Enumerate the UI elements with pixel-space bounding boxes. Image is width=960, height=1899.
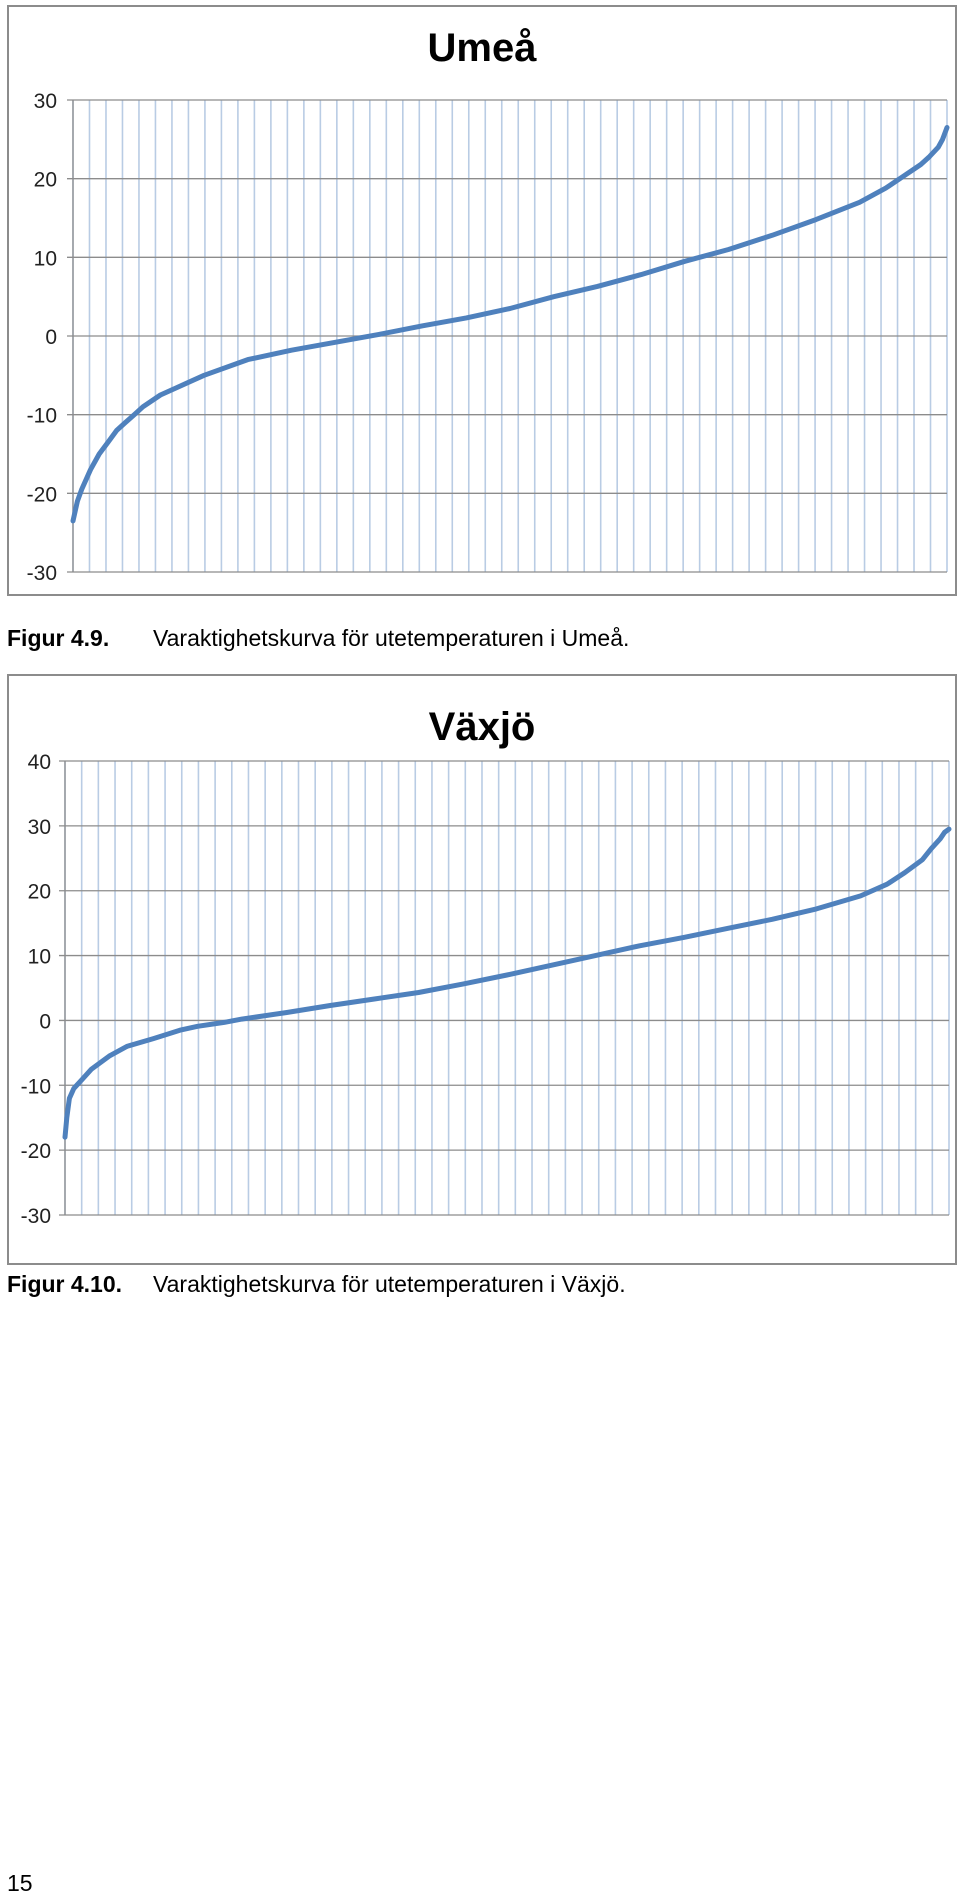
vaxjo-chart-plot [9, 676, 955, 1263]
series-line [65, 829, 949, 1137]
chart-title: Växjö [428, 705, 536, 749]
y-tick-label: 10 [33, 247, 57, 271]
figure-caption-text: Varaktighetskurva för utetemperaturen i Umeå. [153, 625, 630, 651]
figure-caption-4-9 [7, 624, 630, 652]
y-tick-label: -10 [26, 404, 57, 428]
figure-number: Figur 4.9. [7, 625, 110, 651]
vertical-gridlines [65, 761, 949, 1215]
y-tick-label: -10 [20, 1075, 51, 1099]
chart-title: Umeå [427, 26, 537, 70]
y-tick-label: -30 [26, 562, 57, 585]
vaxjo-chart [7, 674, 957, 1265]
y-tick-label: 0 [39, 1010, 51, 1034]
umea-chart-plot [9, 7, 955, 594]
y-tick-label: -20 [20, 1140, 51, 1164]
umea-chart [7, 5, 957, 596]
y-tick-label: 30 [33, 90, 57, 113]
y-tick-label: 20 [27, 880, 51, 904]
y-tick-label: 0 [45, 326, 57, 349]
figure-caption-4-10 [7, 1270, 626, 1298]
y-tick-label: 30 [27, 815, 51, 839]
figure-caption-text: Varaktighetskurva för utetemperaturen i Växjö. [153, 1271, 626, 1297]
y-tick-label: 20 [33, 168, 57, 192]
series-line [73, 128, 947, 521]
y-tick-label: 40 [27, 751, 51, 774]
y-tick-label: 10 [27, 945, 51, 969]
figure-number: Figur 4.10. [7, 1271, 123, 1297]
y-tick-label: -30 [20, 1205, 51, 1228]
y-tick-label: -20 [26, 483, 57, 507]
page-number: 15 [7, 1870, 33, 1896]
